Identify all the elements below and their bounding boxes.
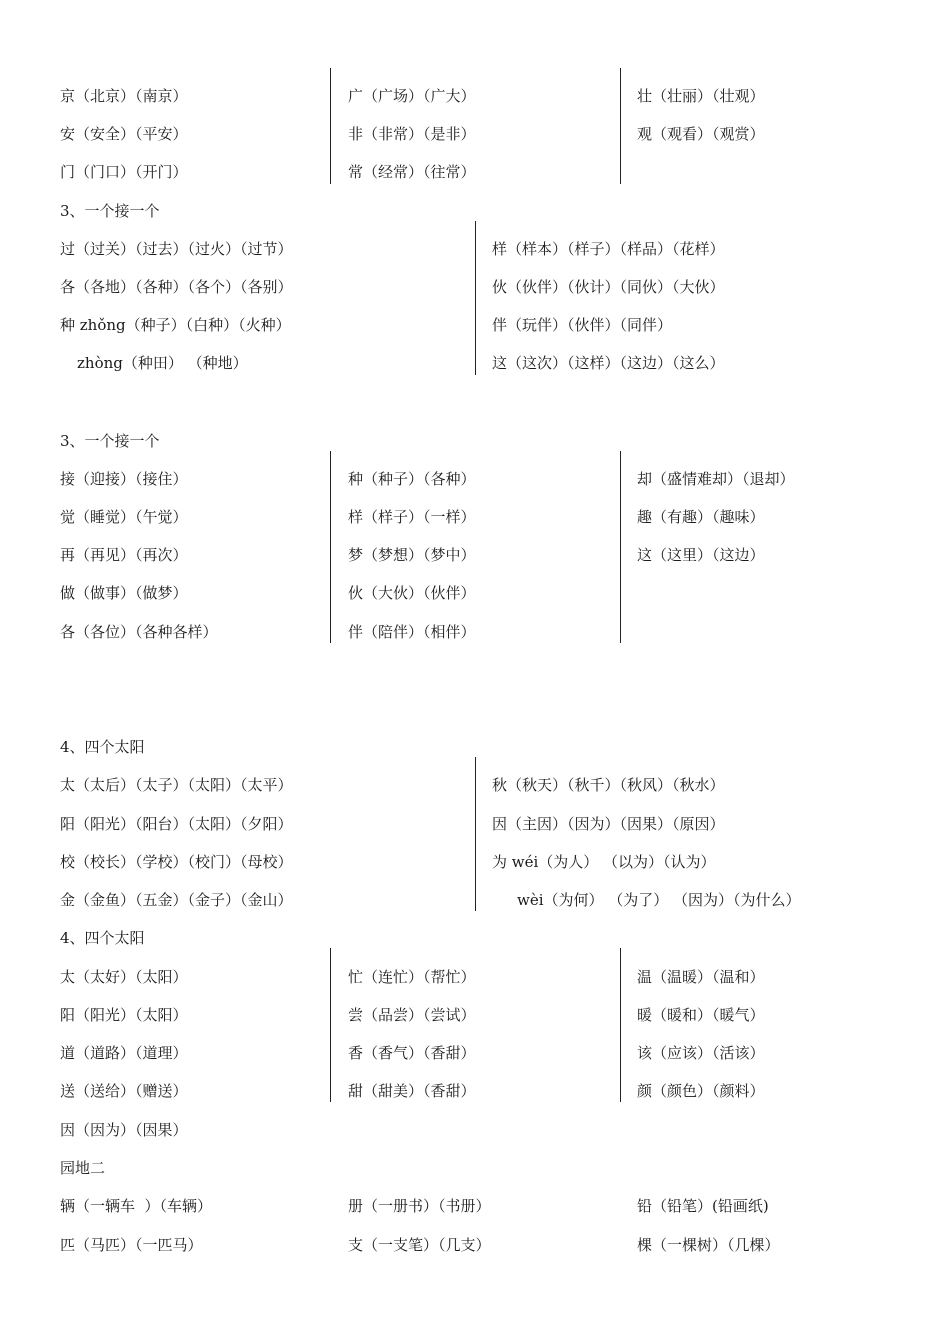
word-entry: 送（送给）（赠送）: [60, 1082, 188, 1100]
word-entry: 辆（一辆车 ）（车辆）: [60, 1197, 213, 1215]
column-divider: [475, 221, 476, 375]
word-entry: wèi（为何） （为了） （因为）（为什么）: [517, 891, 801, 909]
section-heading: 4、四个太阳: [60, 738, 145, 756]
word-entry: 支（一支笔）（几支）: [348, 1236, 491, 1254]
word-entry: 尝（品尝）（尝试）: [348, 1006, 476, 1024]
word-entry: 种（种子）（各种）: [348, 470, 476, 488]
word-entry: 阳（阳光）（太阳）: [60, 1006, 188, 1024]
word-entry: 校（校长）（学校）（校门）（母校）: [60, 853, 293, 871]
word-entry: 伴（玩伴）（伙伴）（同伴）: [492, 316, 673, 334]
word-entry: 为 wéi（为人） （以为）（认为）: [492, 853, 716, 871]
column-divider: [330, 948, 331, 1102]
word-entry: 伙（伙伴）（伙计）（同伙）（大伙）: [492, 278, 725, 296]
word-entry: 这（这次）（这样）（这边）（这么）: [492, 354, 725, 372]
word-entry: 因（因为）（因果）: [60, 1121, 188, 1139]
word-entry: 忙（连忙）（帮忙）: [348, 968, 476, 986]
word-entry: 伙（大伙）（伙伴）: [348, 584, 476, 602]
word-entry: 这（这里）（这边）: [637, 546, 765, 564]
word-entry: 温（温暖）（温和）: [637, 968, 765, 986]
word-entry: 壮（壮丽）（壮观）: [637, 87, 765, 105]
column-divider: [620, 948, 621, 1102]
word-entry: 观（观看）（观赏）: [637, 125, 765, 143]
column-divider: [620, 451, 621, 643]
column-divider: [620, 68, 621, 184]
word-entry: 京（北京）（南京）: [60, 87, 188, 105]
column-divider: [330, 68, 331, 184]
word-entry: 非（非常）（是非）: [348, 125, 476, 143]
word-entry: 安（安全）（平安）: [60, 125, 188, 143]
word-entry: 甜（甜美）（香甜）: [348, 1082, 476, 1100]
word-entry: 秋（秋天）（秋千）（秋风）（秋水）: [492, 776, 725, 794]
word-entry: 常（经常）（往常）: [348, 163, 476, 181]
word-entry: 各（各地）（各种）（各个）（各别）: [60, 278, 293, 296]
word-entry: 做（做事）（做梦）: [60, 584, 188, 602]
word-entry: 再（再见）（再次）: [60, 546, 188, 564]
word-entry: 香（香气）（香甜）: [348, 1044, 476, 1062]
word-entry: zhòng（种田） （种地）: [77, 354, 248, 372]
word-entry: 太（太好）（太阳）: [60, 968, 188, 986]
word-entry: 觉（睡觉）（午觉）: [60, 508, 188, 526]
section-heading: 3、一个接一个: [60, 202, 160, 220]
word-entry: 道（道路）（道理）: [60, 1044, 188, 1062]
word-entry: 金（金鱼）（五金）（金子）（金山）: [60, 891, 293, 909]
word-entry: 因（主因）（因为）（因果）（原因）: [492, 815, 725, 833]
word-entry: 样（样子）（一样）: [348, 508, 476, 526]
column-divider: [330, 451, 331, 643]
word-entry: 棵（一棵树）（几棵）: [637, 1236, 780, 1254]
word-entry: 种 zhǒng（种子）（白种）（火种）: [60, 316, 291, 334]
word-entry: 铅（铅笔）(铅画纸): [637, 1197, 769, 1215]
word-entry: 册（一册书）（书册）: [348, 1197, 491, 1215]
word-entry: 趣（有趣）（趣味）: [637, 508, 765, 526]
word-entry: 太（太后）（太子）（太阳）（太平）: [60, 776, 293, 794]
word-entry: 暖（暖和）（暖气）: [637, 1006, 765, 1024]
word-entry: 该（应该）（活该）: [637, 1044, 765, 1062]
word-entry: 门（门口）（开门）: [60, 163, 188, 181]
word-entry: 广（广场）（广大）: [348, 87, 476, 105]
word-entry: 匹（马匹）（一匹马）: [60, 1236, 203, 1254]
section-heading: 3、一个接一个: [60, 432, 160, 450]
section-heading: 4、四个太阳: [60, 929, 145, 947]
word-entry: 阳（阳光）（阳台）（太阳）（夕阳）: [60, 815, 293, 833]
word-entry: 过（过关）（过去）（过火）（过节）: [60, 240, 293, 258]
word-entry: 伴（陪伴）（相伴）: [348, 623, 476, 641]
word-entry: 梦（梦想）（梦中）: [348, 546, 476, 564]
column-divider: [475, 757, 476, 911]
word-entry: 各（各位）（各种各样）: [60, 623, 218, 641]
word-entry: 样（样本）（样子）（样品）（花样）: [492, 240, 725, 258]
word-entry: 却（盛情难却）（退却）: [637, 470, 795, 488]
word-entry: 颜（颜色）（颜料）: [637, 1082, 765, 1100]
word-entry: 接（迎接）（接住）: [60, 470, 188, 488]
section-heading: 园地二: [60, 1159, 106, 1177]
